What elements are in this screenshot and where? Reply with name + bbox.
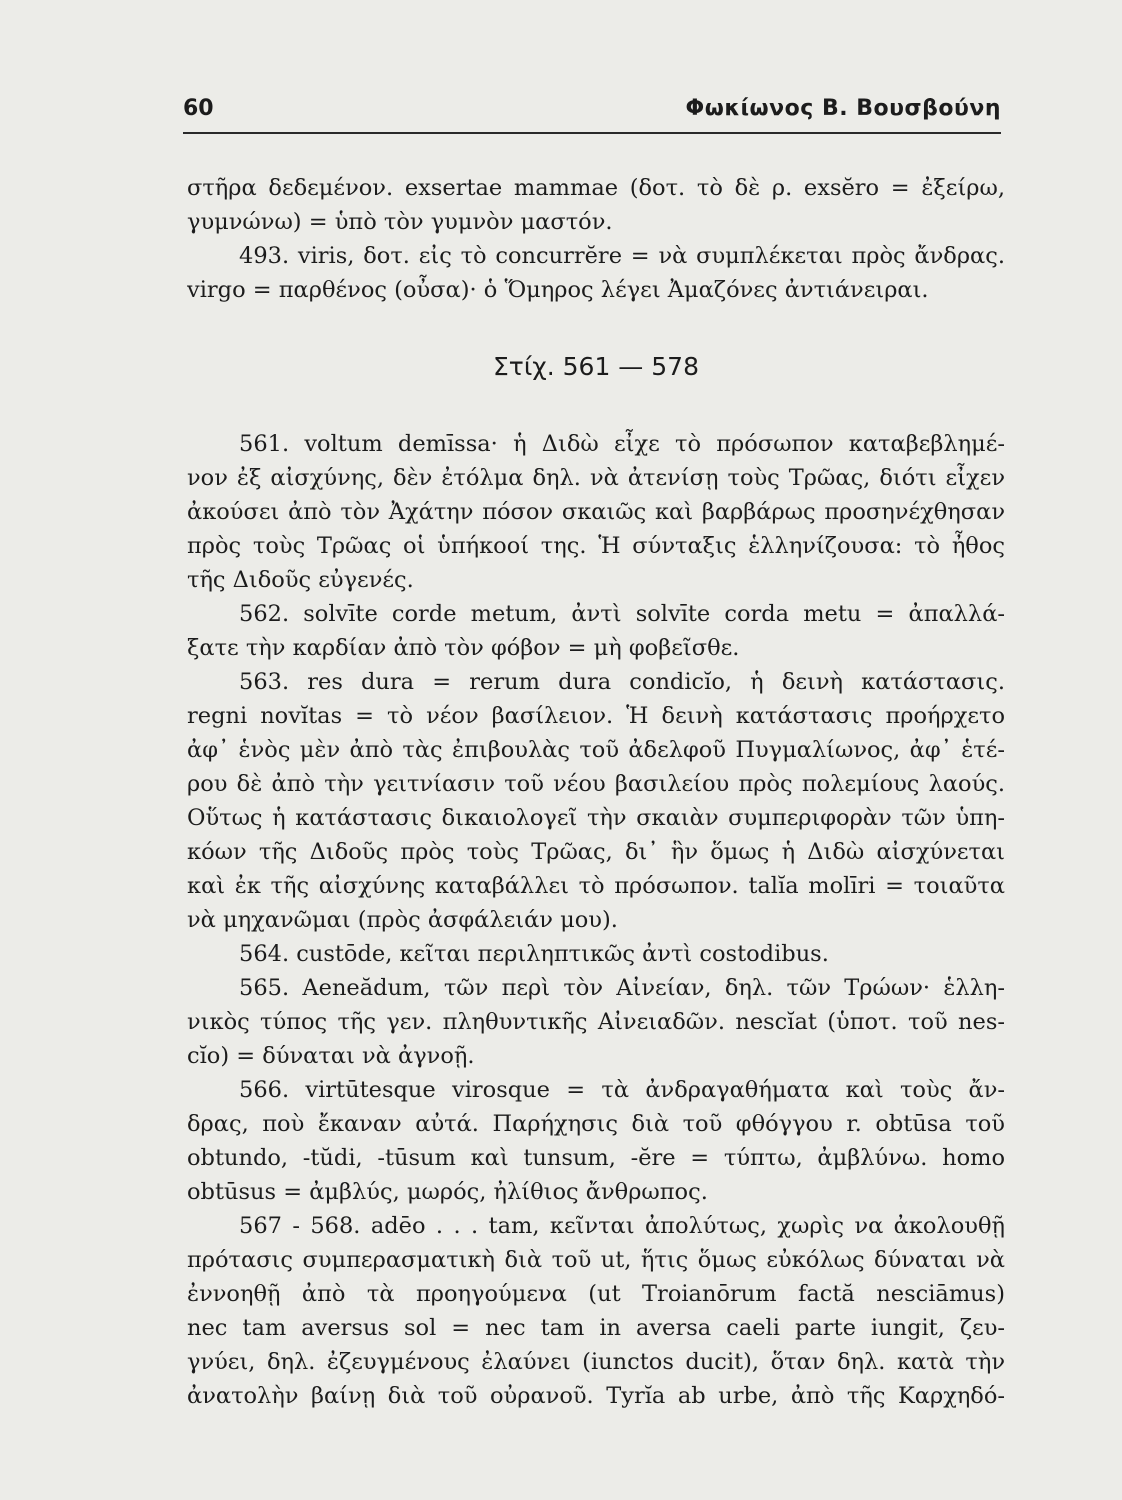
text-line: 565. Aeneădum, τῶν περὶ τὸν Αἰνείαν, δηλ. τῶν Τρώων· ἑλλη- [239, 975, 1005, 1001]
text-line: ἀκούσει ἀπὸ τὸν Ἀχάτην πόσον σκαιῶς καὶ βαρβάρως προσηνέχθησαν [187, 499, 1005, 525]
header-rule [183, 132, 1001, 134]
text-line: cĭo) = δύναται νὰ ἀγνοῇ. [187, 1043, 475, 1069]
text-line: στῆρα δεδεμένον. exsertae mammae (δοτ. τὸ δὲ ρ. exsĕro = ἐξείρω, [187, 175, 1005, 201]
running-head: Φωκίωνος Β. Βουσβούνη [685, 96, 1001, 121]
text-line: 561. voltum demīssa· ἡ Διδὼ εἶχε τὸ πρόσωπον καταβεβλημέ- [239, 431, 1005, 457]
section-heading: Στίχ. 561 — 578 [493, 352, 699, 381]
text-line: γνύει, δηλ. ἐζευγμένους ἐλαύνει (iunctos ducit), ὅταν δηλ. κατὰ τὴν [187, 1349, 1005, 1375]
body-text [187, 171, 1005, 1413]
text-line: regni novĭtas = τὸ νέον βασίλειον. Ἡ δεινὴ κατάστασις προήρχετο [187, 703, 1005, 729]
page-header [183, 92, 1001, 128]
text-line: ρου δὲ ἀπὸ τὴν γειτνίασιν τοῦ νέου βασιλείου πρὸς πολεμίους λαούς. [187, 771, 1005, 797]
text-line: πρὸς τοὺς Τρῶας οἱ ὑπήκοοί της. Ἡ σύνταξις ἑλληνίζουσα: τὸ ἦθος [187, 533, 1005, 559]
text-line: obtūsus = ἀμβλύς, μωρός, ἠλίθιος ἄνθρωπος. [187, 1179, 708, 1205]
text-line: νον ἐξ αἰσχύνης, δὲν ἐτόλμα δηλ. νὰ ἀτενίσῃ τοὺς Τρῶας, διότι εἶχεν [187, 465, 1005, 491]
text-line: τῆς Διδοῦς εὐγενές. [187, 567, 414, 593]
page-number: 60 [183, 96, 214, 121]
text-line: νὰ μηχανῶμαι (πρὸς ἀσφάλειάν μου). [187, 907, 618, 933]
text-line: καὶ ἐκ τῆς αἰσχύνης καταβάλλει τὸ πρόσωπον. talĭa molīri = τοιαῦτα [187, 873, 1005, 899]
text-line: nec tam aversus sol = nec tam in aversa caeli parte iungit, ζευ- [187, 1315, 1005, 1341]
text-line: ἐννοηθῇ ἀπὸ τὰ προηγούμενα (ut Troianōrum factă nesciāmus) [187, 1281, 1005, 1307]
text-line: ξατε τὴν καρδίαν ἀπὸ τὸν φόβον = μὴ φοβεῖσθε. [187, 635, 740, 661]
text-line: 562. solvīte corde metum, ἀντὶ solvīte corda metu = ἀπαλλά- [239, 601, 1005, 627]
text-line: virgo = παρθένος (οὖσα)· ὁ Ὅμηρος λέγει Ἀμαζόνες ἀντιάνειραι. [187, 277, 929, 303]
text-line: νικὸς τύπος τῆς γεν. πληθυντικῆς Αἰνειαδῶν. nescĭat (ὑποτ. τοῦ nes- [187, 1009, 1005, 1035]
text-line: πρότασις συμπερασματικὴ διὰ τοῦ ut, ἥτις ὅμως εὐκόλως δύναται νὰ [187, 1247, 1005, 1273]
text-line: ἀνατολὴν βαίνῃ διὰ τοῦ οὐρανοῦ. Tyrĭa ab urbe, ἀπὸ τῆς Καρχηδό- [187, 1383, 1005, 1409]
text-line: 493. viris, δοτ. εἰς τὸ concurrĕre = νὰ συμπλέκεται πρὸς ἄνδρας. [239, 243, 1005, 269]
text-line: ἀφ᾿ ἑνὸς μὲν ἀπὸ τὰς ἐπιβουλὰς τοῦ ἀδελφοῦ Πυγμαλίωνος, ἀφ᾿ ἑτέ- [187, 737, 1005, 763]
text-line: obtundo, -tŭdi, -tūsum καὶ tunsum, -ĕre = τύπτω, ἀμβλύνω. homo [187, 1145, 1005, 1171]
text-line: 564. custōde, κεῖται περιληπτικῶς ἀντὶ costodibus. [239, 941, 829, 967]
text-line: δρας, ποὺ ἔκαναν αὐτά. Παρήχησις διὰ τοῦ φθόγγου r. obtūsa τοῦ [187, 1111, 1005, 1137]
text-line: κόων τῆς Διδοῦς πρὸς τοὺς Τρῶας, δι᾿ ἣν ὅμως ἡ Διδὼ αἰσχύνεται [187, 839, 1005, 865]
text-line: 566. virtūtesque virosque = τὰ ἀνδραγαθήματα καὶ τοὺς ἄν- [239, 1077, 1005, 1103]
text-line: 563. res dura = rerum dura condicĭo, ἡ δεινὴ κατάστασις. [239, 669, 1005, 695]
text-line: Οὕτως ἡ κατάστασις δικαιολογεῖ τὴν σκαιὰν συμπεριφορὰν τῶν ὑπη- [187, 805, 1005, 831]
text-line: γυμνώνω) = ὑπὸ τὸν γυμνὸν μαστόν. [187, 209, 613, 235]
text-line: 567 - 568. adēo . . . tam, κεῖνται ἀπολύτως, χωρὶς να ἀκολουθῇ [239, 1213, 1005, 1239]
